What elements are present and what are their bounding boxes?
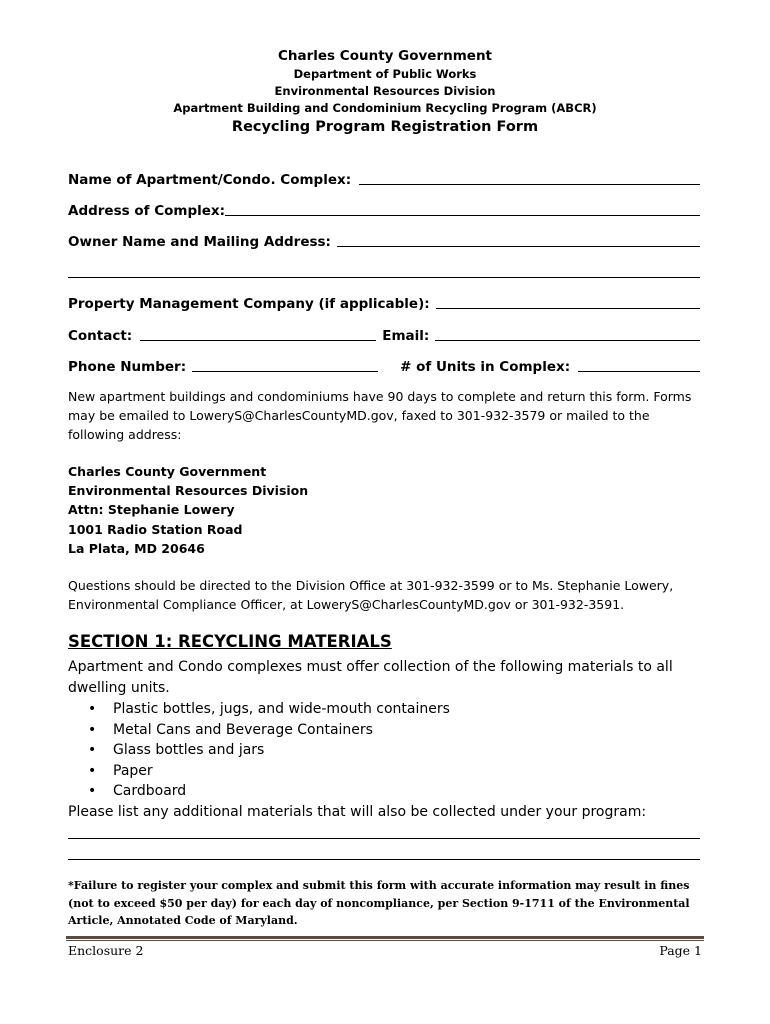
section-1-title: SECTION 1: RECYCLING MATERIALS [68, 632, 392, 651]
footer-page-number: Page 1 [659, 943, 702, 958]
contact-field[interactable] [140, 339, 376, 341]
footer-enclosure: Enclosure 2 [68, 943, 144, 958]
phone-label: Phone Number: [68, 359, 187, 375]
address-line: Charles County Government [68, 464, 267, 479]
complex-address-row [68, 201, 700, 221]
additional-materials-prompt: Please list any additional materials that will also be collected under your program: [68, 804, 647, 820]
complex-address-field[interactable] [225, 214, 700, 216]
questions-text: Questions should be directed to the Division Office at 301-932-3599 or to Ms. Stephanie Lowery, Environmental Compliance Officer, at LoweryS@CharlesCountyMD.gov or 301-932-3591. [68, 578, 674, 612]
address-line: La Plata, MD 20646 [68, 540, 205, 556]
contact-label: Contact: [68, 328, 133, 344]
list-item: • Metal Cans and Beverage Containers [88, 720, 450, 741]
header-program: Apartment Building and Condominium Recycling Program (ABCR) [173, 101, 597, 115]
complex-name-label: Name of Apartment/Condo. Complex: [68, 172, 352, 188]
email-field[interactable] [435, 339, 700, 341]
mailing-address [68, 462, 708, 558]
list-item: • Cardboard [88, 781, 450, 802]
additional-materials-line-1[interactable] [68, 838, 700, 839]
address-line: Attn: Stephanie Lowery [68, 502, 235, 518]
additional-materials-line-2[interactable] [68, 859, 700, 860]
complex-address-label: Address of Complex: [68, 203, 226, 219]
email-label: Email: [382, 328, 430, 344]
instructions-intro: New apartment buildings and condominiums have 90 days to complete and return this form. Forms may be emailed to LoweryS@CharlesCountyMD.gov, faxed to 301-932-3579 or mailed to the following address: [68, 389, 692, 442]
owner-field[interactable] [337, 245, 700, 247]
list-item: • Paper [88, 761, 450, 782]
header-department: Department of Public Works [293, 67, 477, 81]
management-label: Property Management Company (if applicable): [68, 296, 430, 312]
owner-continuation-row [68, 263, 700, 283]
management-row [68, 294, 700, 314]
phone-field[interactable] [192, 370, 378, 372]
owner-row [68, 232, 700, 252]
units-field[interactable] [578, 370, 700, 372]
complex-name-row [68, 170, 700, 190]
address-line: 1001 Radio Station Road [68, 521, 243, 537]
section-1-intro: Apartment and Condo complexes must offer collection of the following materials to all dwelling units. [68, 659, 673, 696]
header-government: Charles County Government [277, 48, 493, 64]
footer-divider [66, 936, 704, 941]
phone-row [68, 357, 700, 377]
complex-name-field[interactable] [359, 183, 700, 185]
list-item: • Glass bottles and jars [88, 740, 450, 761]
units-label: # of Units in Complex: [400, 359, 571, 375]
header-division: Environmental Resources Division [274, 84, 496, 98]
owner-field-line2[interactable] [68, 276, 700, 278]
fine-footnote: *Failure to register your complex and submit this form with accurate information may result in fines (not to exceed $50 per day) for each day of noncompliance, per Section 9-1711 of the Environmental Article, Annotated Code of Maryland. [68, 879, 690, 927]
form-title: Recycling Program Registration Form [231, 119, 539, 135]
owner-label: Owner Name and Mailing Address: [68, 234, 331, 250]
materials-list [88, 699, 450, 802]
management-field[interactable] [436, 307, 700, 309]
list-item: • Plastic bottles, jugs, and wide-mouth containers [88, 699, 450, 720]
address-line: Environmental Resources Division [68, 483, 309, 499]
contact-row [68, 326, 700, 346]
